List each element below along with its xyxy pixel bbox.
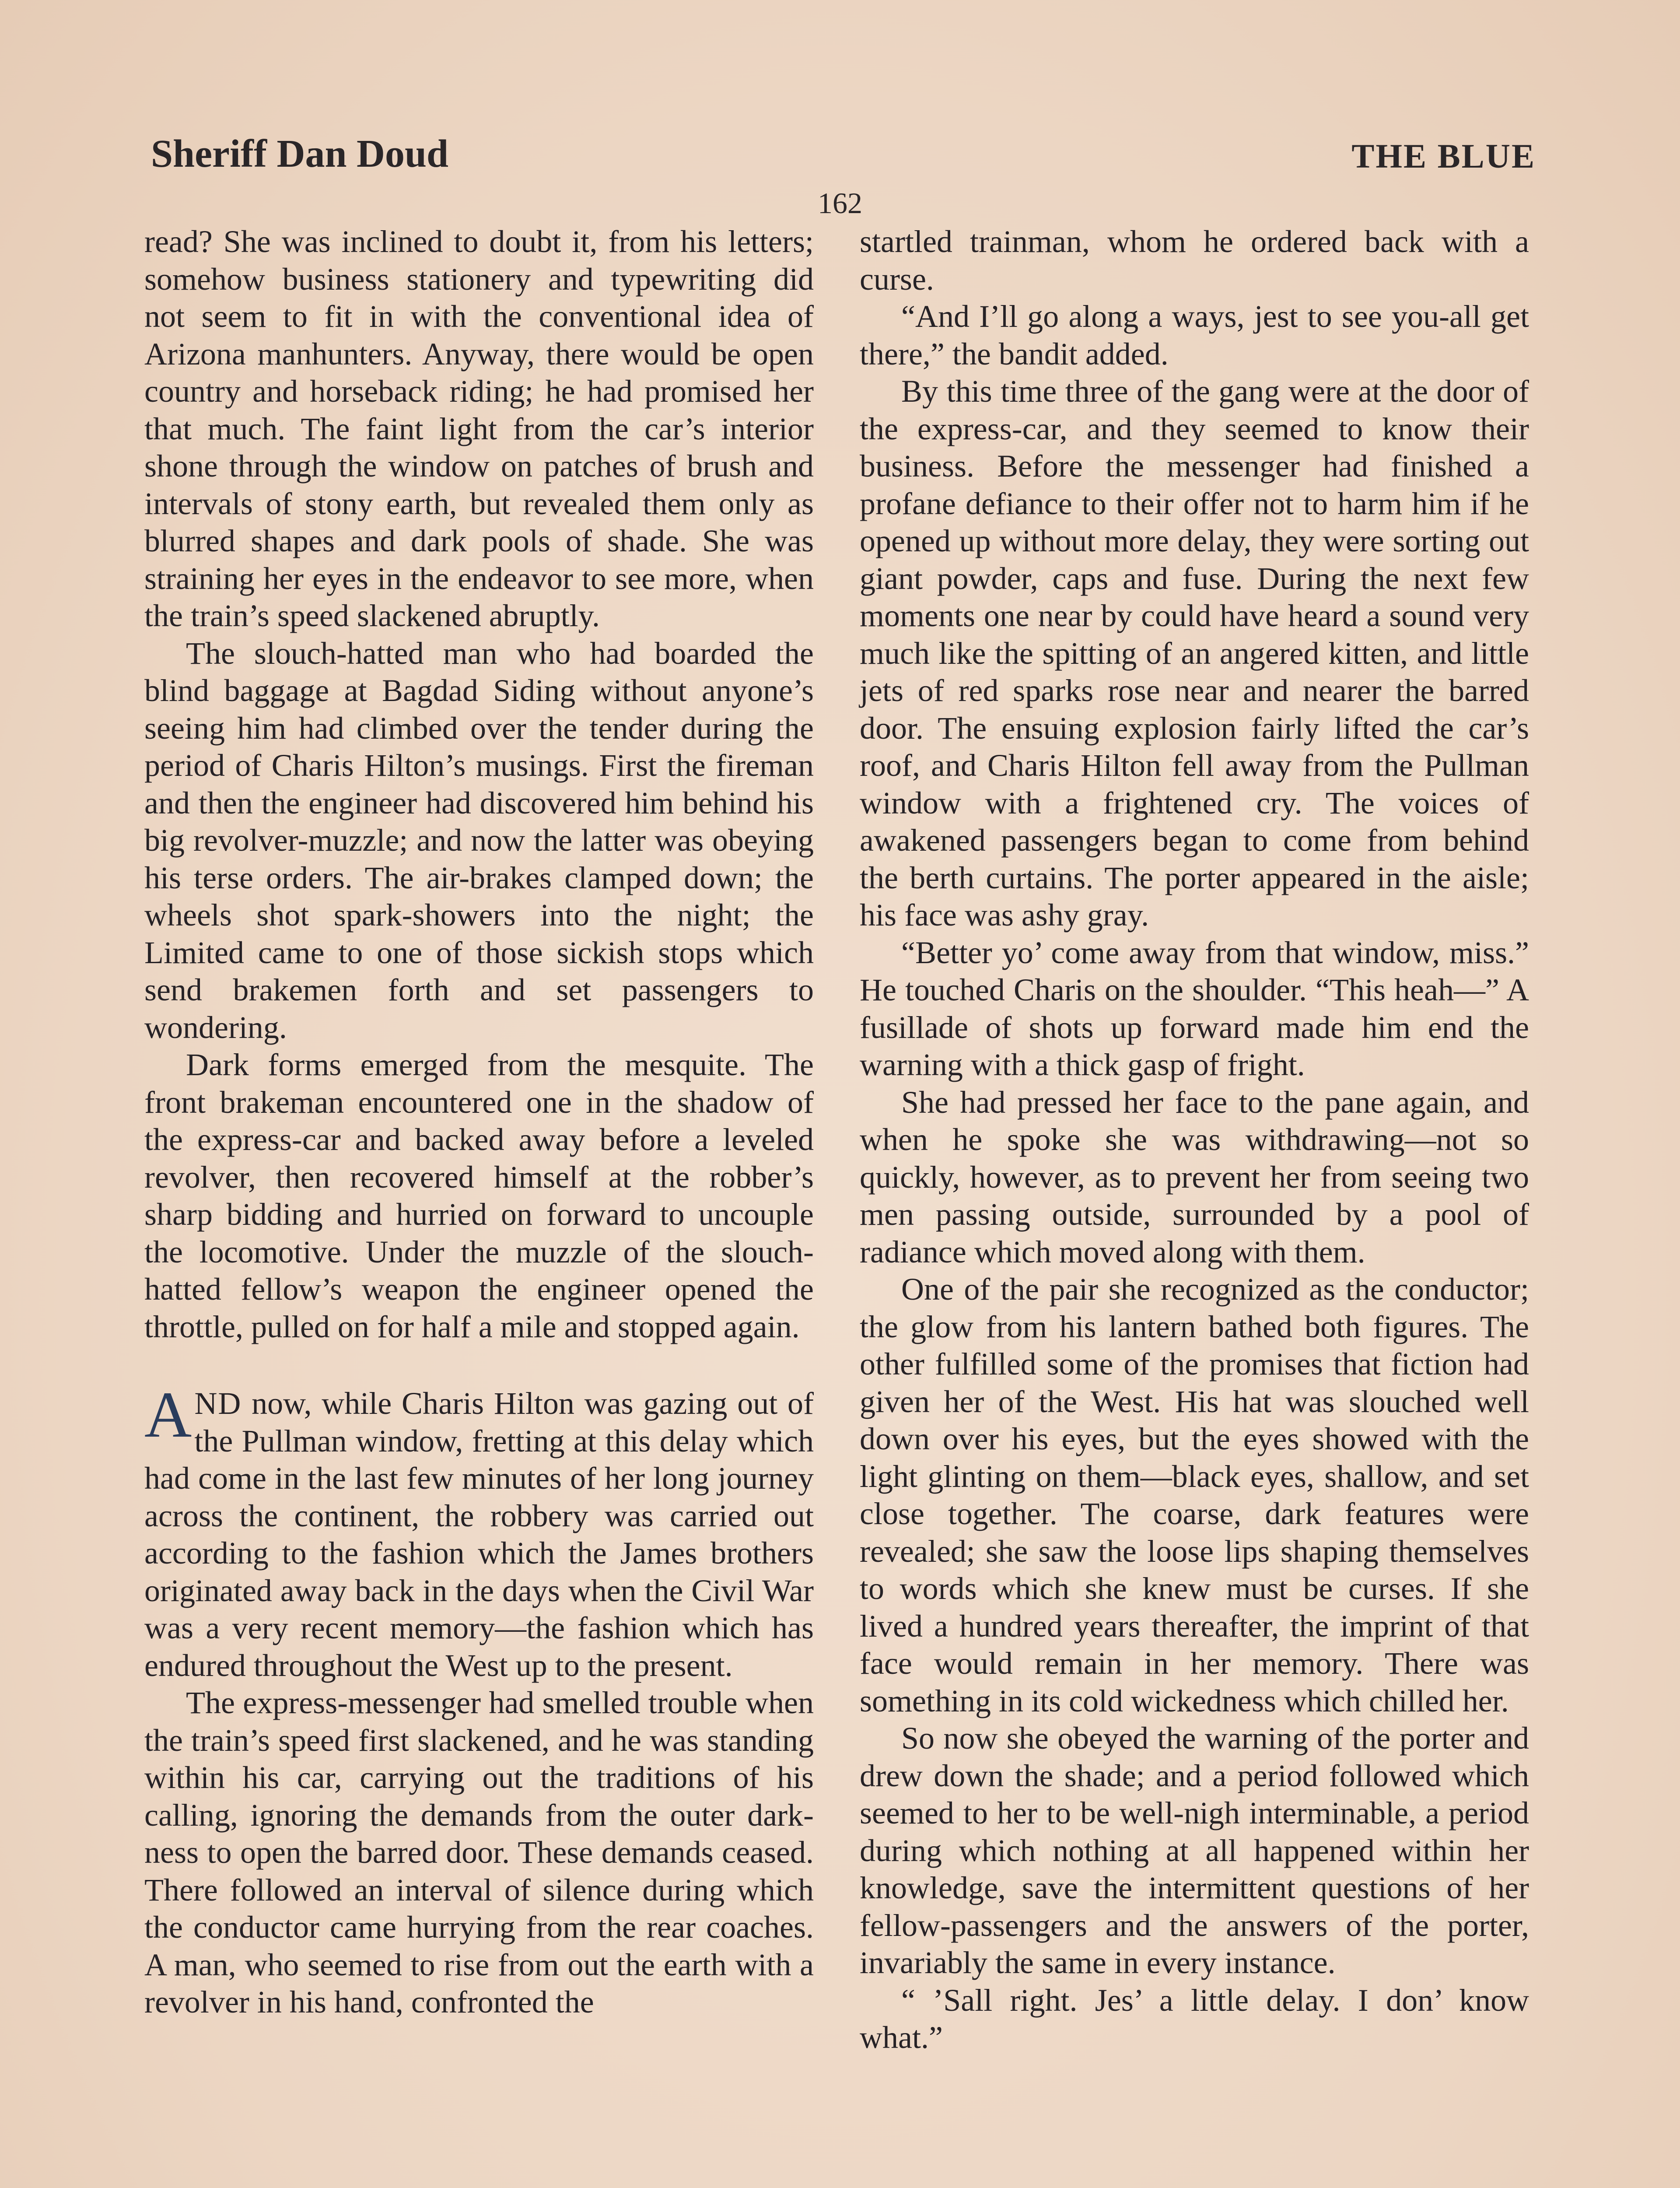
paragraph-text: now, while Charis Hilton was gazing out of the Pullman window, fretting at this delay which had come in the last few minutes of her long journey across the continent, the robbery was carried out according to the fashion which the James brothers originated away back in the days when the Civil War was a very recent memory—the fashion which has endured throughout the West up to the present. [144, 1386, 814, 1683]
small-caps-lead: ND [194, 1386, 242, 1421]
left-column [144, 223, 814, 2021]
drop-cap: A [144, 1378, 192, 1451]
paragraph: “Better yo’ come away from that window, miss.” He touched Charis on the shoulder. “This heah—” A fusillade of shots up forward made him end the warning with a thick gasp of fright. [860, 935, 1529, 1082]
paragraph: One of the pair she recognized as the conductor; the glow from his lantern bathed both figures. The other fulfilled some of the promises that fiction had given her of the West. His hat was slouched well down over his eyes, but the eyes showed with the light glinting on them—black eyes, shallow, and set close together. The coarse, dark features were revealed; she saw the loose lips shaping themselves to words which she knew must be curses. If she lived a hundred years thereafter, the imprint of that face would remain in her memory. There was something in its cold wickedness which chilled her. [860, 1272, 1529, 1718]
paragraph: “ ’Sall right. Jes’ a little delay. I don’ know what.” [860, 1982, 1529, 2055]
paragraph: read? She was inclined to doubt it, from his letters; somehow business stationery and typewriting did not seem to fit in with the conventional idea of Arizona manhunters. Anyway, there would be open country and horseback riding; he had promised her that much. The faint light from the car’s interior shone through the window on patches of brush and intervals of stony earth, but revealed them only as blurred shapes and dark pools of shade. She was straining her eyes in the endeavor to see more, when the train’s speed slackened abruptly. [144, 224, 814, 633]
paragraph: startled trainman, whom he ordered back with a curse. [860, 224, 1529, 297]
paragraph: The slouch-hatted man who had boarded the blind baggage at Bagdad Siding without anyone’s seeing him had climbed over the tender during the period of Charis Hilton’s musings. First the fireman and then the engineer had discovered him behind his big revolver-muzzle; and now the latter was obeying his terse orders. The air-brakes clamped down; the wheels shot spark-showers into the night; the Limited came to one of those sickish stops which send brakemen forth and set passengers to wondering. [144, 635, 814, 1045]
page-number: 162 [818, 186, 862, 220]
paragraph: So now she obeyed the warning of the porter and drew down the shade; and a period followed which seemed to her to be well-nigh interminable, a period during which nothing at all happened within her knowledge, save the intermittent questions of her fellow-passengers and the answers of the porter, invariably the same in every instance. [860, 1721, 1529, 1980]
running-head-magazine: THE BLUE [1351, 137, 1536, 175]
section-paragraph [144, 1378, 814, 1684]
paragraph: The express-messenger had smelled trouble when the train’s speed first slackened, and he was standing within his car, carrying out the traditions of his calling, ignoring the demands from the outer darkness to open the barred door. These demands ceased. There followed an interval of silence during which the conductor came hurrying from the rear coaches. A man, who seemed to rise from out the earth with a revolver in his hand, confronted the [144, 1685, 814, 2020]
paragraph: Dark forms emerged from the mesquite. The front brakeman encountered one in the shadow of the express-car and backed away before a leveled revolver, then recovered himself at the robber’s sharp bidding and hurried on forward to uncouple the locomotive. Under the muzzle of the slouch-hatted fellow’s weapon the engineer opened the throttle, pulled on for half a mile and stopped again. [144, 1047, 814, 1344]
paragraph: By this time three of the gang were at the door of the express-car, and they seemed to know their business. Before the messenger had finished a profane defiance to their offer not to harm him if he opened up without more delay, they were sorting out giant powder, caps and fuse. During the next few moments one near by could have heard a sound very much like the spitting of an angered kitten, and little jets of red sparks rose near and nearer the barred door. The ensuing explosion fairly lifted the car’s roof, and Charis Hilton fell away from the Pullman window with a frightened cry. The voices of awakened passengers began to come from behind the berth curtains. The porter appeared in the aisle; his face was ashy gray. [860, 374, 1529, 933]
paragraph: “And I’ll go along a ways, jest to see you-all get there,” the bandit added. [860, 299, 1529, 372]
paragraph: She had pressed her face to the pane again, and when he spoke she was withdrawing—not so quickly, however, as to prevent her from seeing two men passing outside, surrounded by a pool of radiance which moved along with them. [860, 1084, 1529, 1269]
running-head-title: Sheriff Dan Doud [151, 132, 449, 175]
right-column [860, 223, 1529, 2057]
